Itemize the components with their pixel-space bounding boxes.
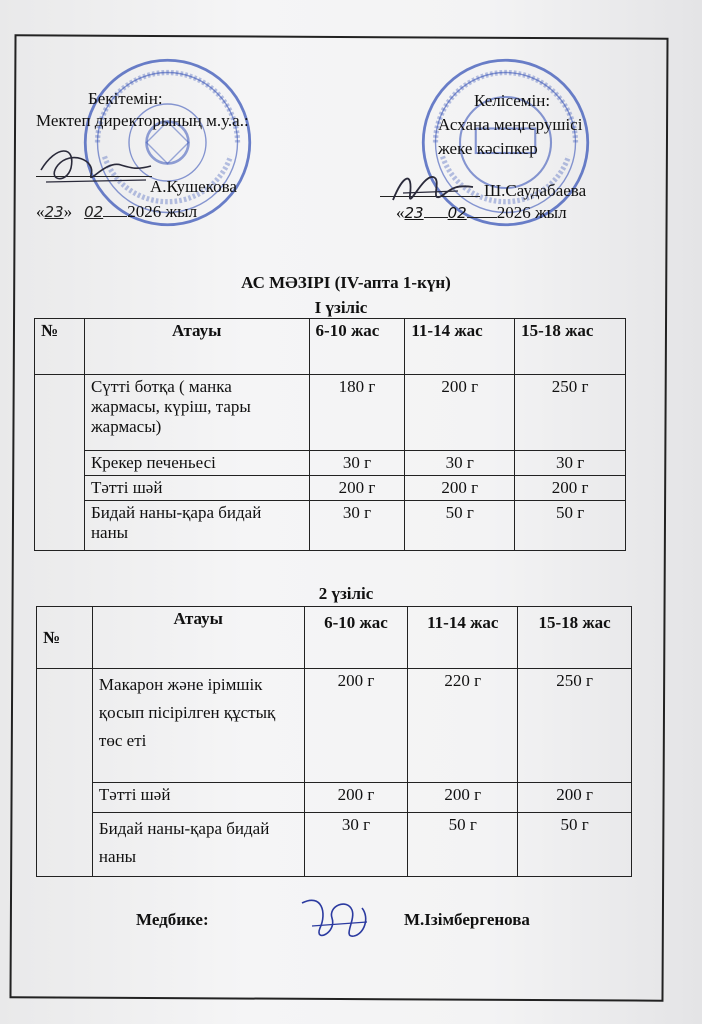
portion-15-18: 30 г	[515, 451, 626, 476]
break-1-table	[34, 318, 626, 551]
table-row	[35, 501, 626, 551]
col-number-header: №	[37, 607, 93, 669]
table-header-row	[35, 319, 626, 375]
portion-6-10: 30 г	[304, 813, 408, 877]
col-age-15-18-header: 15-18 жас	[515, 319, 626, 375]
portion-11-14: 30 г	[405, 451, 515, 476]
dish-name: Макарон және ірімшік қосып пісірілген құстық төс еті	[92, 669, 304, 783]
dish-name: Тәтті шәй	[92, 783, 304, 813]
approval-name: А.Кушекова	[150, 177, 237, 196]
portion-15-18: 200 г	[515, 476, 626, 501]
portion-15-18: 250 г	[515, 375, 626, 451]
portion-15-18: 200 г	[518, 783, 632, 813]
menu-title: АС МӘЗІРІ (IV-апта 1-күн)	[241, 273, 451, 292]
portion-11-14: 200 г	[408, 783, 518, 813]
table-row	[37, 783, 632, 813]
col-age-11-14-header: 11-14 жас	[405, 319, 515, 375]
col-age-6-10-header: 6-10 жас	[304, 607, 408, 669]
caterer-signature	[388, 165, 478, 215]
agreement-role-2: жеке кәсіпкер	[438, 139, 538, 158]
nurse-signature	[292, 888, 382, 948]
dish-name: Бидай наны-қара бидай наны	[92, 813, 304, 877]
table-row	[35, 375, 626, 451]
break-2-table	[36, 606, 632, 877]
portion-11-14: 50 г	[408, 813, 518, 877]
agreement-month: 02	[447, 204, 467, 222]
break-1-title: І үзіліс	[314, 298, 368, 317]
col-name-header: Атауы	[84, 319, 309, 375]
col-age-15-18-header: 15-18 жас	[518, 607, 632, 669]
director-signature	[36, 140, 156, 195]
portion-6-10: 200 г	[304, 783, 408, 813]
agreement-heading: Келісемін:	[474, 91, 551, 110]
approval-month: 02	[84, 203, 104, 221]
dish-name: Сүтті ботқа ( манка жармасы, күріш, тары жармасы)	[84, 375, 309, 451]
portion-6-10: 30 г	[309, 451, 405, 476]
portion-6-10: 180 г	[309, 375, 405, 451]
table-row	[37, 813, 632, 877]
portion-15-18: 50 г	[518, 813, 632, 877]
break-2-title: 2 үзіліс	[318, 584, 374, 603]
col-number-header: №	[35, 319, 85, 375]
portion-6-10: 200 г	[309, 476, 405, 501]
agreement-date: «23 02 2026 жыл	[396, 203, 567, 222]
portion-6-10: 30 г	[309, 501, 405, 551]
table-row	[35, 451, 626, 476]
portion-6-10: 200 г	[304, 669, 408, 783]
dish-name: Крекер печеньесі	[84, 451, 309, 476]
approval-role: Мектеп директорының м.у.а.:	[36, 111, 249, 130]
row-number-cell	[37, 669, 93, 877]
portion-11-14: 200 г	[405, 476, 515, 501]
dish-name: Бидай наны-қара бидай наны	[84, 501, 309, 551]
nurse-role: Медбике:	[136, 910, 209, 929]
table-header-row	[37, 607, 632, 669]
approval-heading: Бекітемін:	[88, 89, 163, 108]
agreement-role-1: Асхана меңгерушісі	[438, 115, 583, 134]
col-name-header: Атауы	[92, 607, 304, 669]
dish-name: Тәтті шәй	[84, 476, 309, 501]
table-row	[37, 669, 632, 783]
portion-11-14: 50 г	[405, 501, 515, 551]
row-number-cell	[35, 375, 85, 551]
portion-15-18: 250 г	[518, 669, 632, 783]
col-age-11-14-header: 11-14 жас	[408, 607, 518, 669]
approval-day: 23	[44, 203, 64, 221]
portion-11-14: 220 г	[408, 669, 518, 783]
approval-date: «23» 02 2026 жыл	[36, 202, 198, 221]
col-age-6-10-header: 6-10 жас	[309, 319, 405, 375]
nurse-name: М.Ізімбергенова	[404, 910, 530, 929]
agreement-day: 23	[404, 204, 424, 222]
portion-11-14: 200 г	[405, 375, 515, 451]
portion-15-18: 50 г	[515, 501, 626, 551]
table-row	[35, 476, 626, 501]
agreement-name: Ш.Саудабаева	[484, 181, 587, 200]
